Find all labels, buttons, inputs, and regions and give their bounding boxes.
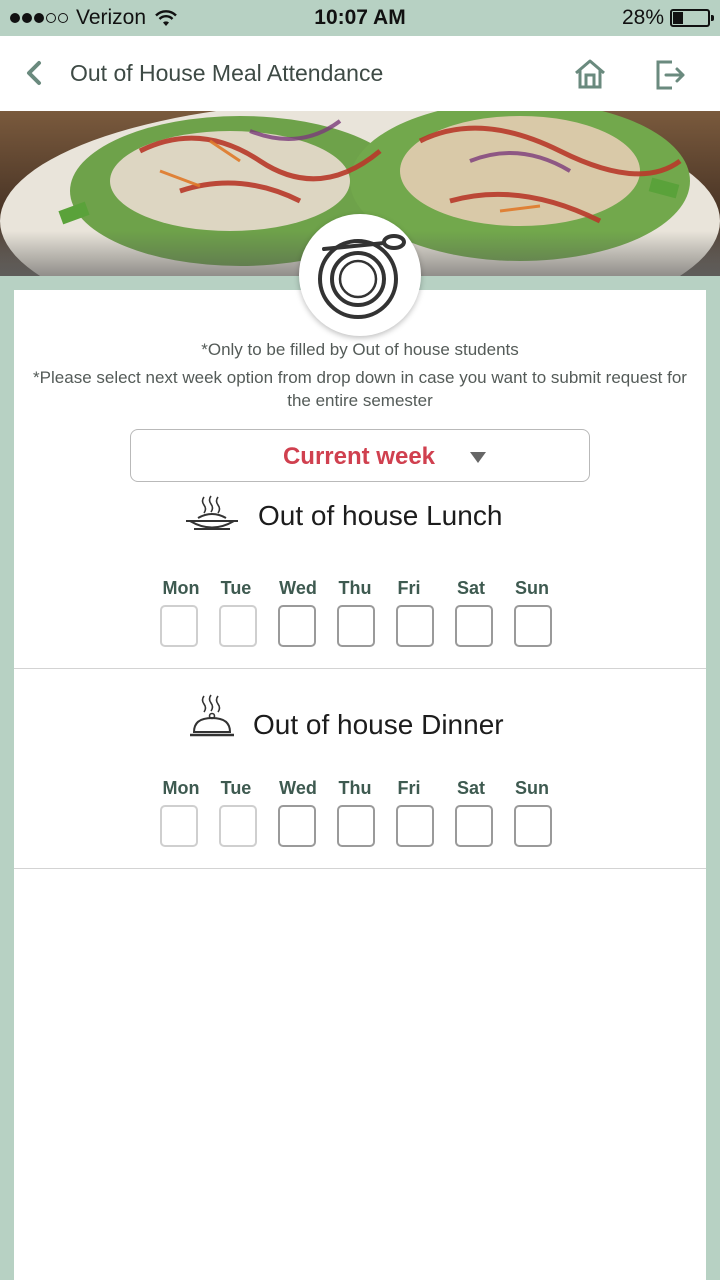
lunch-day-label-sun: Sun [515, 578, 549, 598]
dinner-day-label-sat: Sat [456, 778, 485, 798]
logout-icon[interactable] [650, 54, 690, 94]
lunch-checkbox-thu[interactable] [337, 605, 375, 647]
page-title: Out of House Meal Attendance [70, 60, 384, 86]
lunch-day-label-wed: Wed [279, 578, 317, 598]
battery-percent: 28% [621, 6, 664, 29]
week-select-value: Current week [282, 443, 436, 470]
dinner-day-label-tue: Tue [220, 778, 252, 798]
plate-icon-badge [299, 214, 421, 336]
dinner-checkbox-fri[interactable] [396, 805, 434, 847]
lunch-dish-icon [184, 494, 240, 536]
dinner-checkbox-sat[interactable] [455, 805, 493, 847]
note-out-of-house-only: *Only to be filled by Out of house students [201, 340, 519, 359]
status-bar [0, 0, 720, 36]
dinner-cloche-icon [188, 694, 236, 740]
carrier-name: Verizon [76, 6, 147, 29]
battery-icon [670, 9, 710, 27]
note-next-week-option: *Please select next week option from drop down in case you want to submit request for the entire semester [33, 368, 687, 410]
dinner-checkbox-mon[interactable] [160, 805, 198, 847]
plate-spoon-icon [312, 227, 408, 323]
dinner-day-label-sun: Sun [515, 778, 549, 798]
status-time: 10:07 AM [314, 6, 406, 29]
dinner-section-title: Out of house Dinner [253, 709, 504, 740]
lunch-checkbox-sun[interactable] [514, 605, 552, 647]
dinner-checkbox-sun[interactable] [514, 805, 552, 847]
caret-down-icon [470, 452, 486, 463]
section-divider [14, 668, 706, 669]
lunch-day-label-thu: Thu [338, 578, 372, 598]
back-arrow-icon[interactable] [20, 58, 48, 88]
lunch-checkbox-mon[interactable] [160, 605, 198, 647]
dinner-day-label-wed: Wed [279, 778, 317, 798]
nav-bar [0, 36, 720, 111]
home-icon[interactable] [570, 54, 610, 94]
week-select-dropdown[interactable] [130, 429, 590, 482]
lunch-day-label-sat: Sat [456, 578, 485, 598]
dinner-day-label-mon: Mon [162, 778, 200, 798]
section-divider [14, 868, 706, 869]
lunch-day-label-tue: Tue [220, 578, 252, 598]
lunch-checkbox-fri[interactable] [396, 605, 434, 647]
dinner-day-label-fri: Fri [397, 778, 421, 798]
dinner-checkbox-wed[interactable] [278, 805, 316, 847]
lunch-day-label-mon: Mon [162, 578, 200, 598]
dinner-checkbox-tue[interactable] [219, 805, 257, 847]
lunch-day-label-fri: Fri [397, 578, 421, 598]
battery-info [622, 6, 710, 30]
lunch-checkbox-sat[interactable] [455, 605, 493, 647]
dinner-checkbox-thu[interactable] [337, 805, 375, 847]
lunch-checkbox-wed[interactable] [278, 605, 316, 647]
lunch-checkbox-tue[interactable] [219, 605, 257, 647]
lunch-section-title: Out of house Lunch [258, 500, 503, 531]
dinner-day-label-thu: Thu [338, 778, 372, 798]
